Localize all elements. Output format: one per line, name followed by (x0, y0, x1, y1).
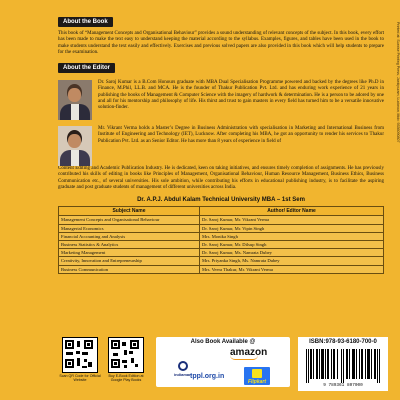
barcode-icon (306, 349, 380, 383)
table-row (59, 240, 384, 248)
tppl-website-link[interactable]: tppl.org.in (190, 373, 225, 380)
editor-1 (58, 80, 384, 120)
table-cell: Mrs. Monika Singh (200, 232, 384, 240)
editor-2-bio-continued: Content Editing and Academic Publication Industry. He is dedicated, keen on taking initiatives, and ensures timely completion of assignments. He has previously contributed his skills of editing in books like Principles of Management, Organisational Behaviour, Human Resource Management, Business Ethics, Business Communication etc., of several universities. His sole ambition, while contributing his efforts in educational publishing industry, is to facilitate the aspiring graduate and post graduate students of management of different universities across India. (58, 166, 384, 191)
amazon-logo[interactable]: amazon (230, 347, 268, 358)
table-cell: Managerial Economics (59, 224, 200, 232)
about-editor-heading: About the Editor (58, 63, 115, 73)
footer (58, 337, 388, 395)
about-book-heading: About the Book (58, 17, 113, 27)
isbn-label: ISBN:978-93-6180-700-0 (309, 339, 377, 345)
subjects-table (58, 206, 384, 273)
table-row (59, 257, 384, 265)
table-cell: Dr. Saroj Kumar, Mr. Dilsup Singh (200, 240, 384, 248)
university-title: Dr. A.P.J. Abdul Kalam Technical University MBA – 1st Sem (137, 197, 305, 204)
about-book-text: This book of “Management Concepts and Organisational Behaviour” provides a sound understanding of relevant concepts of the subject. In this book, every effort has been made to make the text easy to understand keeping the material according to the syllabus. Examples, figures, and tables have been used in the book to make students understand the text easily and effectively. Exercises and previous solved papers are also provided in this book which will help students to prepare for the examination. (58, 31, 384, 55)
table-header: Author/ Editor Name (200, 207, 384, 216)
website-qr[interactable] (58, 337, 102, 382)
table-cell: Dr. Saroj Kumar, Mr. Vipin Singh (200, 224, 384, 232)
table-cell: Management Concepts and Organisational Behaviour (59, 216, 200, 224)
qr-code-icon[interactable] (62, 337, 98, 373)
ebook-qr[interactable] (104, 337, 148, 382)
editor-1-bio: Dr. Saroj Kumar is a B.Com Honours graduate with MBA Dual Specialisation Programme powered and backed by the degrees like Ph.D in Finance, M.Phil, LL.B. and MCA. He is the founder of Thakur Publication Pvt. Ltd. and has enduring work experience of 21 years in publishing the books of Management & Computer Science with the imagery of hardwork & determination. He is a person to be adored by one and all for his mentorship and philosophy of life. His thirst and trust to gain masters in every field has turned him to be a versatile innovative solution-finder. (98, 80, 384, 111)
back-cover-content (58, 10, 384, 274)
editor-2-bio: Mr. Vikrant Verma holds a Master’s Degree in Business Administration with specialisation in Marketing and International Business from Institute of Engineering and Technology (IET), Lucknow. After completing his MBA, he got an opportunity to render his services to Thakur Publication Pvt. Ltd. as an Senior Editor. He has more than 8 years of experience in field of (98, 126, 384, 144)
flipkart-bag-icon (252, 369, 262, 378)
table-cell: Business Communication (59, 265, 200, 273)
editor-1-photo (58, 80, 92, 120)
table-header: Subject Name (59, 207, 200, 216)
also-available-box (156, 337, 290, 387)
editor-2-photo (58, 126, 92, 166)
also-available-title: Also Book Available @ (190, 339, 256, 345)
flipkart-logo[interactable]: Flipkart (244, 367, 270, 385)
table-cell: Creativity, Innovation and Entrepreneurship (59, 257, 200, 265)
table-cell: Dr. Saroj Kumar, Mr. Vikrant Verma (200, 216, 384, 224)
qr-code-icon[interactable] (108, 337, 144, 373)
qr-caption: Buy E-Book Edition at Google Play Books (108, 374, 144, 383)
table-cell: Mrs. Priyanka Singh, Ms. Namrata Dubey (200, 257, 384, 265)
editor-2 (58, 126, 384, 166)
printer-info: Printed at: Sunrise Printing Press, Jankipuram, Lucknow, Mob: 9336090807 (396, 22, 400, 143)
qr-caption: Scan QR Code for Official Website (59, 374, 101, 383)
isbn-box (298, 337, 388, 391)
table-row (59, 265, 384, 273)
indiamart-icon (178, 361, 188, 371)
table-cell: Business Statistics & Analytics (59, 240, 200, 248)
table-row (59, 216, 384, 224)
table-row (59, 232, 384, 240)
table-row (59, 224, 384, 232)
table-cell: Financial Accounting and Analysis (59, 232, 200, 240)
indiamart-logo[interactable]: indiamart (174, 361, 192, 377)
table-cell: Marketing Management (59, 249, 200, 257)
table-cell: Dr. Saroj Kumar, Ms. Namrata Dubey (200, 249, 384, 257)
barcode-number: 9 789361 807000 (323, 383, 363, 388)
table-cell: Mrs. Veera Thakur, Mr. Vikrant Verma (200, 265, 384, 273)
table-row (59, 249, 384, 257)
